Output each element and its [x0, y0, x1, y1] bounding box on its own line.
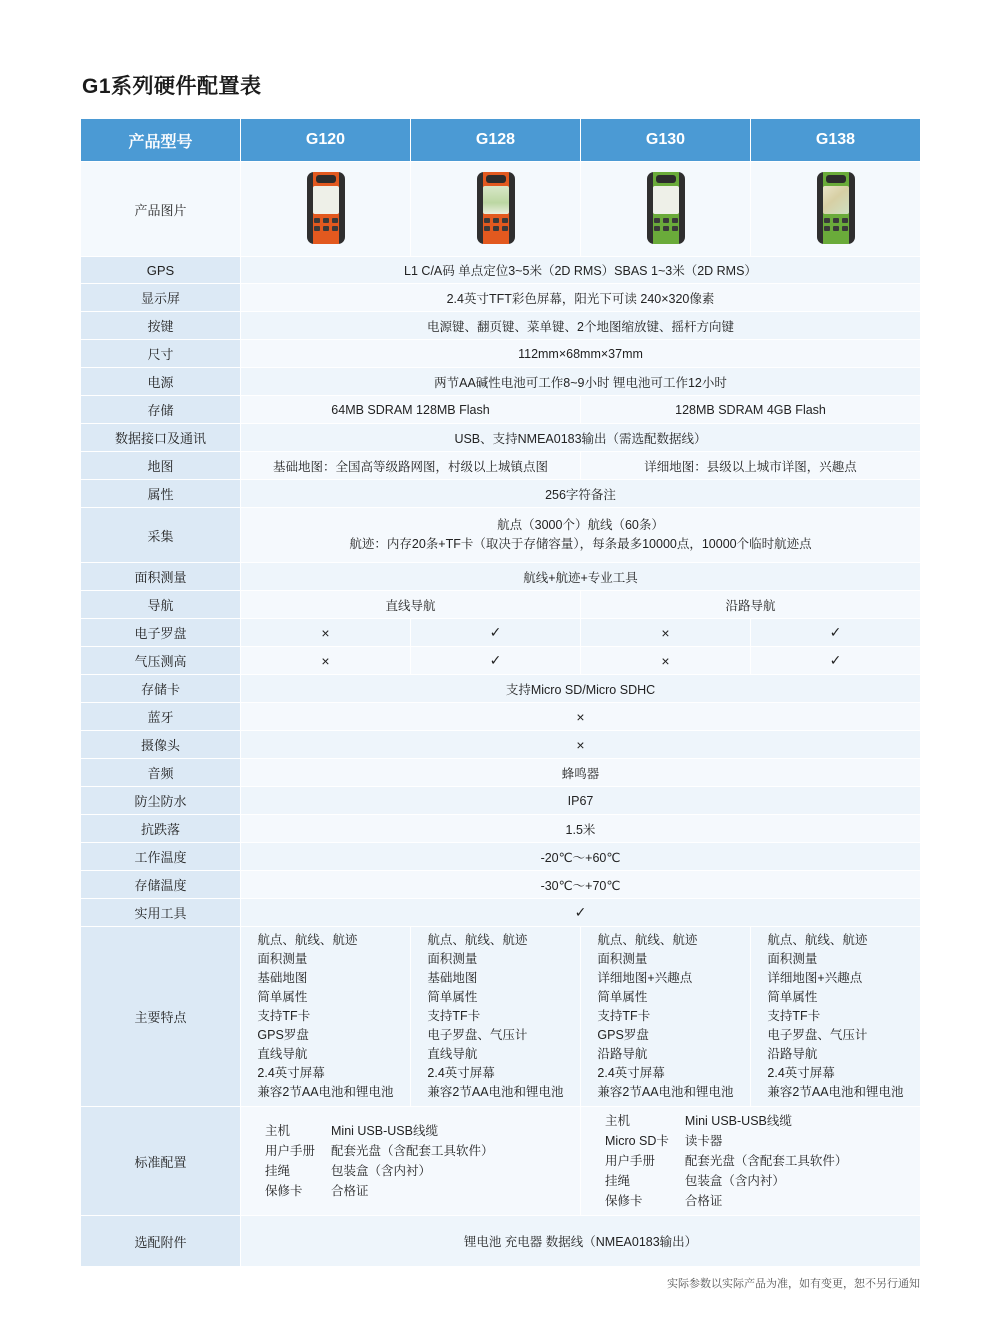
feature-item: GPS罗盘: [257, 1028, 309, 1042]
feature-item: 面积测量: [257, 952, 308, 966]
device-screen: [483, 186, 509, 214]
feature-list-g128: [427, 931, 563, 1102]
table-row-navigation: [81, 591, 921, 619]
features-g128: [411, 927, 581, 1107]
config-item: 保修卡: [265, 1184, 303, 1198]
table-row-optional: [81, 1216, 921, 1267]
row-label-attribute: 属性: [81, 480, 241, 508]
table-row-storage: [81, 396, 921, 424]
row-value-map-b: 详细地图：县级以上城市详图，兴趣点: [581, 452, 921, 480]
row-label-display: 显示屏: [81, 284, 241, 312]
row-label-size: 尺寸: [81, 340, 241, 368]
row-label-collection: 采集: [81, 508, 241, 563]
row-label-utility: 实用工具: [81, 899, 241, 927]
table-row-attribute: [81, 480, 921, 508]
feature-item: 2.4英寸屏幕: [597, 1066, 665, 1080]
config-item: 挂绳: [605, 1174, 631, 1188]
row-value-barometer-g138: ✓: [751, 647, 921, 675]
row-value-compass-g120: ×: [241, 619, 411, 647]
device-antenna: [486, 175, 506, 183]
config-item: 合格证: [684, 1194, 723, 1208]
feature-item: 沿路导航: [597, 1047, 648, 1061]
feature-item: 直线导航: [427, 1047, 478, 1061]
row-value-navigation-a: 直线导航: [241, 591, 581, 619]
feature-item: 2.4英寸屏幕: [257, 1066, 325, 1080]
row-value-interface: USB、支持NMEA0183输出（需选配数据线）: [241, 424, 921, 452]
row-label-camera: 摄像头: [81, 731, 241, 759]
feature-list-g138: [767, 931, 903, 1102]
header-cell-g130: G130: [581, 119, 751, 162]
feature-item: 2.4英寸屏幕: [767, 1066, 835, 1080]
config-item: 主机: [265, 1124, 291, 1138]
features-g120: [241, 927, 411, 1107]
footnote: 实际参数以实际产品为准，如有变更，恕不另行通知: [667, 1278, 920, 1290]
feature-list-g120: [257, 931, 393, 1102]
config-item: Mini USB-USB线缆: [331, 1124, 438, 1138]
table-row-map: [81, 452, 921, 480]
config-item: 配套光盘（含配套工具软件）: [684, 1154, 848, 1168]
row-label-optional: 选配附件: [81, 1216, 241, 1267]
features-g138: [751, 927, 921, 1107]
config-item: 配套光盘（含配套工具软件）: [331, 1144, 494, 1158]
row-label-product-image: 产品图片: [81, 162, 241, 257]
feature-item: 面积测量: [427, 952, 478, 966]
feature-item: 沿路导航: [767, 1047, 818, 1061]
device-keypad: [654, 218, 678, 238]
row-value-barometer-g130: ×: [581, 647, 751, 675]
feature-item: 简单属性: [257, 990, 308, 1004]
row-label-compass: 电子罗盘: [81, 619, 241, 647]
table-row-display: [81, 284, 921, 312]
table-row-memory-card: [81, 675, 921, 703]
row-value-audio: 蜂鸣器: [241, 759, 921, 787]
config-item: Mini USB-USB线缆: [684, 1114, 792, 1128]
table-row-collection: [81, 508, 921, 563]
device-keypad: [484, 218, 508, 238]
product-image-g130: [581, 162, 751, 257]
feature-item: 支持TF卡: [427, 1009, 481, 1023]
row-value-size: 112mm×68mm×37mm: [241, 340, 921, 368]
row-value-barometer-g128: ✓: [411, 647, 581, 675]
row-value-compass-g138: ✓: [751, 619, 921, 647]
config-item: Micro SD卡: [605, 1134, 669, 1148]
table-row-interface: [81, 424, 921, 452]
device-illustration-g120: [307, 172, 345, 244]
table-row-product-image: [81, 162, 921, 257]
feature-item: 面积测量: [767, 952, 818, 966]
header-cell-g128: G128: [411, 119, 581, 162]
table-row-drop: [81, 815, 921, 843]
row-value-utility: ✓: [241, 899, 921, 927]
page-title: G1系列硬件配置表: [82, 75, 262, 98]
row-label-power: 电源: [81, 368, 241, 396]
config-item: 保修卡: [605, 1194, 643, 1208]
device-illustration-g130: [647, 172, 685, 244]
row-label-interface: 数据接口及通讯: [81, 424, 241, 452]
table-row-camera: [81, 731, 921, 759]
config-col-b: [331, 1121, 494, 1201]
config-item: 用户手册: [265, 1144, 316, 1158]
standard-config-group-2: [581, 1107, 921, 1216]
table-row-barometer: [81, 647, 921, 675]
table-row-power: [81, 368, 921, 396]
table-row-compass: [81, 619, 921, 647]
collection-line-2: 航迹：内存20条+TF卡（取决于存储容量），每条最多10000点，10000个临时航迹点: [349, 537, 812, 551]
feature-list-g130: [597, 931, 733, 1102]
row-value-storage-b: 128MB SDRAM 4GB Flash: [581, 396, 921, 424]
table-row-bluetooth: [81, 703, 921, 731]
config-col-b: [685, 1111, 848, 1211]
feature-item: 直线导航: [257, 1047, 308, 1061]
device-keypad: [314, 218, 338, 238]
row-label-features: 主要特点: [81, 927, 241, 1107]
row-value-display: 2.4英寸TFT彩色屏幕，阳光下可读 240×320像素: [241, 284, 921, 312]
config-item: 包装盒（含内衬）: [684, 1174, 785, 1188]
device-illustration-g138: [817, 172, 855, 244]
config-col-a: [605, 1111, 669, 1211]
row-label-drop: 抗跌落: [81, 815, 241, 843]
row-value-camera: ×: [241, 731, 921, 759]
feature-item: 基础地图: [427, 971, 478, 985]
collection-line-1: 航点（3000个）航线（60条）: [497, 518, 664, 532]
device-screen: [313, 186, 339, 214]
feature-item: 航点、航线、航迹: [257, 933, 358, 947]
row-value-bluetooth: ×: [241, 703, 921, 731]
feature-item: 航点、航线、航迹: [767, 933, 868, 947]
row-label-navigation: 导航: [81, 591, 241, 619]
row-label-keys: 按键: [81, 312, 241, 340]
device-screen: [653, 186, 679, 214]
features-g130: [581, 927, 751, 1107]
table-row-utility: [81, 899, 921, 927]
row-label-audio: 音频: [81, 759, 241, 787]
header-cell-g138: G138: [751, 119, 921, 162]
device-illustration-g128: [477, 172, 515, 244]
row-label-gps: GPS: [81, 257, 241, 284]
feature-item: 简单属性: [767, 990, 818, 1004]
feature-item: 兼容2节AA电池和锂电池: [427, 1085, 564, 1099]
table-row-operating-temp: [81, 843, 921, 871]
row-value-navigation-b: 沿路导航: [581, 591, 921, 619]
feature-item: 基础地图: [257, 971, 308, 985]
feature-item: 支持TF卡: [257, 1009, 311, 1023]
device-antenna: [316, 175, 336, 183]
table-header-row: [81, 119, 921, 162]
row-value-map-a: 基础地图：全国高等级路网图，村级以上城镇点图: [241, 452, 581, 480]
row-value-storage-temp: -30℃～+70℃: [241, 871, 921, 899]
feature-item: 兼容2节AA电池和锂电池: [597, 1085, 734, 1099]
row-label-storage: 存储: [81, 396, 241, 424]
row-value-operating-temp: -20℃～+60℃: [241, 843, 921, 871]
config-col-a: [265, 1121, 315, 1201]
table-row-features: [81, 927, 921, 1107]
row-value-keys: 电源键、翻页键、菜单键、2个地图缩放键、摇杆方向键: [241, 312, 921, 340]
row-value-compass-g128: ✓: [411, 619, 581, 647]
device-antenna: [656, 175, 676, 183]
row-value-attribute: 256字符备注: [241, 480, 921, 508]
row-label-ingress: 防尘防水: [81, 787, 241, 815]
row-label-map: 地图: [81, 452, 241, 480]
table-row-storage-temp: [81, 871, 921, 899]
spec-table: [80, 118, 921, 1267]
product-image-g120: [241, 162, 411, 257]
row-value-memory-card: 支持Micro SD/Micro SDHC: [241, 675, 921, 703]
feature-item: 电子罗盘、气压计: [427, 1028, 528, 1042]
feature-item: 兼容2节AA电池和锂电池: [257, 1085, 394, 1099]
product-image-g138: [751, 162, 921, 257]
row-value-collection: [241, 508, 921, 563]
row-label-bluetooth: 蓝牙: [81, 703, 241, 731]
row-value-drop: 1.5米: [241, 815, 921, 843]
table-row-keys: [81, 312, 921, 340]
config-item: 用户手册: [605, 1154, 656, 1168]
feature-item: 面积测量: [597, 952, 648, 966]
row-label-area: 面积测量: [81, 563, 241, 591]
config-item: 合格证: [331, 1184, 369, 1198]
row-value-ingress: IP67: [241, 787, 921, 815]
row-value-area: 航线+航迹+专业工具: [241, 563, 921, 591]
row-value-optional: 锂电池 充电器 数据线（NMEA0183输出）: [241, 1216, 921, 1267]
row-value-gps: L1 C/A码 单点定位3~5米（2D RMS）SBAS 1~3米（2D RMS）: [241, 257, 921, 284]
feature-item: 简单属性: [597, 990, 648, 1004]
feature-item: 电子罗盘、气压计: [767, 1028, 868, 1042]
feature-item: 2.4英寸屏幕: [427, 1066, 495, 1080]
feature-item: 详细地图+兴趣点: [767, 971, 863, 985]
row-label-operating-temp: 工作温度: [81, 843, 241, 871]
row-label-memory-card: 存储卡: [81, 675, 241, 703]
row-value-storage-a: 64MB SDRAM 128MB Flash: [241, 396, 581, 424]
feature-item: 航点、航线、航迹: [427, 933, 528, 947]
feature-item: 支持TF卡: [767, 1009, 821, 1023]
row-label-storage-temp: 存储温度: [81, 871, 241, 899]
config-item: 包装盒（含内衬）: [331, 1164, 432, 1178]
header-cell-model: 产品型号: [81, 119, 241, 162]
feature-item: 兼容2节AA电池和锂电池: [767, 1085, 904, 1099]
row-label-standard-config: 标准配置: [81, 1107, 241, 1216]
config-item: 主机: [605, 1114, 631, 1128]
table-row-area: [81, 563, 921, 591]
device-keypad: [824, 218, 848, 238]
feature-item: GPS罗盘: [597, 1028, 649, 1042]
table-row-standard-config: [81, 1107, 921, 1216]
config-item: 读卡器: [684, 1134, 723, 1148]
feature-item: 支持TF卡: [597, 1009, 651, 1023]
row-label-barometer: 气压测高: [81, 647, 241, 675]
device-antenna: [826, 175, 846, 183]
table-row-ingress: [81, 787, 921, 815]
device-screen: [823, 186, 849, 214]
table-row-size: [81, 340, 921, 368]
feature-item: 简单属性: [427, 990, 478, 1004]
row-value-barometer-g120: ×: [241, 647, 411, 675]
feature-item: 详细地图+兴趣点: [597, 971, 693, 985]
config-item: 挂绳: [265, 1164, 291, 1178]
row-value-compass-g130: ×: [581, 619, 751, 647]
row-value-power: 两节AA碱性电池可工作8~9小时 锂电池可工作12小时: [241, 368, 921, 396]
table-row-audio: [81, 759, 921, 787]
product-image-g128: [411, 162, 581, 257]
feature-item: 航点、航线、航迹: [597, 933, 698, 947]
table-row-gps: [81, 257, 921, 284]
standard-config-group-1: [241, 1107, 581, 1216]
header-cell-g120: G120: [241, 119, 411, 162]
